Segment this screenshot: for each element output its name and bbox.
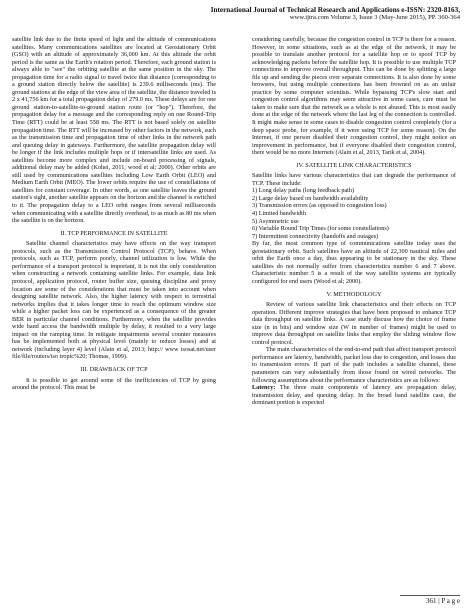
list-item: 3) Transmission errors (as opposed to congestion loss) <box>252 202 387 210</box>
list-item: 4) Limited bandwidth <box>252 210 306 218</box>
section-heading-2: II. TCP PERFORMANCE IN SATELLITE <box>60 229 168 237</box>
page-number: 361 | P a g e <box>400 595 460 605</box>
left-paragraph-3: It is possible to get around some of the inefficiencies of TCP by going around the protocol. This must be <box>12 376 216 392</box>
right-paragraph-5: The main characteristics of the end-to-end path that affect transport protocol performance are latency, bandwidth, packet loss due to congestion, and losses due to transmission errors. If part of the path includes a satellite channel, these parameters can vary substantially from those found on wired networks. The following assumptions about the performance characteristics are as follows: <box>252 346 456 384</box>
left-column <box>12 36 216 392</box>
journal-meta: www.ijtra.com Volume 3, Issue 3 (May-June 2015), PP. 360-364 <box>289 14 460 21</box>
right-paragraph-4: Review of various satellite link characteristics and their effects on TCP operation. Different improve strategies that have been proposed to enhance TCP data throughput on satellite links. A case study discuss how the choice of frame size (n in bits) and window size (W in number of frames) might be used to improve data throughput on satellite links that employ the sliding window flow control protocol. <box>252 301 456 346</box>
list-item: 5) Asymmetric use <box>252 217 299 225</box>
latency-paragraph <box>252 384 456 407</box>
latency-label: Latency: <box>252 384 276 392</box>
characteristics-list <box>252 187 456 240</box>
section-heading-4: IV. SATELLITE LINK CHARACTERISTICS <box>296 161 412 169</box>
latency-text: The three main components of latency are propagation delay, transmission delay, and queuing delay. In the broad band satellite case, the dominant portion is expected <box>252 384 456 407</box>
left-paragraph-2: Satellite channel characteristics may have effects on the way transport protocols, such as the Transmission Control Protocol (TCP), behave. When protocols, such as TCP, perform poorly, channel utilization is low. While the performance of a transport protocol is important, it is not the only consideration when constructing a network containing satellite links. For example, data link protocol, application protocol, router buffer size, queuing discipline and proxy location are some of the considerations that must be taken into account when designing satellite network. Also, the higher latency with respect to terrestrial networks implies that it takes longer time to reach the optimum window size while a higher packet loss can be experienced as a consequence of the greater BER in particular channel conditions. Furthermore, when the satellite provides wide band access the bandwidth multiple by delay, it resulted to a very large impact on the ramping time. In mitigate impairments several counter measures has be implemented both at physical level (mainly to reduce losses) and at network (including layer 4) level (Alain et al, 2013; http:// www isosat.net/user file/file/routers/iso tropic%20; Thomas, 1999). <box>12 240 216 361</box>
list-item: 1) Long delay paths (long feedback path) <box>252 187 355 195</box>
journal-header <box>160 6 460 22</box>
left-paragraph-1: satellite link due to the finite speed of light and the altitude of communications satellites. Many communications satellites are located at Geostationary Orbit (GSO) with an altitude of approximately 36,000 km. At this altitude the orbit period is the same as the Earth's rotation period. Therefore, each ground station is always able to "see" the orbiting satellite at the same position in the sky. The propagation time for a radio signal to travel twice that distance (corresponding to a ground station directly below the satellite) is 239.6 milliseconds (ms). The ground stations at the edge of the view area of the satellite, the distance traveled is 2 x 41,756 km for a total propagation delay of 279.0 ms. These delays are for one ground station-to-satellite-to-ground station route (or "hop"). Therefore, the propagation delay for a message and the corresponding reply on one Round-Trip Time (RTT) could be at least 558 ms. The RTT is not based solely on satellite propagation time. The RTT will be increased by other factors in the network, such as the transmission time and propagation time of other links in the network path and queuing delay in gateways. Furthermore, the satellite propagation delay will be longer if the link includes multiple hops or if intersatellite links are used. As satellites become more complex and include on-board processing of signals, additional delay may be added (Kohei, 2011, wood et al; 2000). Other orbits are still used by communications satellites including Low Earth Orbit (LEO) and Medium Earth Orbit (MEO). The lower orbits require the use of constellations of satellites for constant coverage. In other words, as one satellite leaves the ground station's sight, another satellite appears on the horizon and the channel is switched to it. The propagation delay to a LEO orbit ranges from several milliseconds when communicating with a satellite directly overhead, to as much as 80 ms when the satellite is on the horizon. <box>12 36 216 225</box>
section-heading-5: V. METHODOLOGY <box>326 290 382 298</box>
right-column <box>252 36 456 407</box>
list-item: 6) Variable Round Trip Times (for some constellations) <box>252 225 389 233</box>
section-heading-3: III. DRAWBACK OF TCP <box>80 365 148 373</box>
right-paragraph-1: considering carefully, because the congestion control in TCP is there for a reason. However, in some situations, such as at the edge of the network, it may be possible to translate another protocol for a satellite hop or to spoof TCP by acknowledging packets before the satellite hop. It is possible to use multiple TCP connections to improve overall throughput. This can be done by splitting a large file up and sending the pieces over separate connections. It is also done by some browsers, but using multiple connections has been frowned on as an unfair practice by some computer scientists. While bypassing TCP's slow start and congestion control algorithms may seem attractive in some cases, care must be taken to make sure that the network as a whole is not abused. This is most easily done at the edge of the network where the last leg of the connection is controlled. It might make sense in some cases to disable congestion control completely (for a deep space probe, for example, if it were using TCP for some reason). On the Internet, if one person disabled their congestion control, they might notice an improvement in performance, but if everyone disabled their congestion control, there would be no more Internets (Alain et al, 2013, Tarik et al, 2004). <box>252 36 456 157</box>
right-paragraph-2: Satellite links have various characteristics that can degrade the performance of TCP. These include: <box>252 172 456 187</box>
list-item: 7) Intermittent connectivity (handoffs and outages) <box>252 232 379 240</box>
journal-title: International Journal of Technical Research and Applications e-ISSN: 2320-8163, <box>210 6 460 14</box>
list-item: 2) Large delay based on bandwidth availability <box>252 194 369 202</box>
right-paragraph-3: By far, the most common type of communications satellite today uses the geostationary orbit. Such satellites have an altitude of 22,300 nautical miles and orbit the Earth once a day, thus appearing to be stationary in the sky. These satellites do not normally suffer from characteristics number 6 and 7 above. Characteristic number 5 is a result of the way satellite systems are typically configured for end users (Wood et al; 2000). <box>252 240 456 285</box>
